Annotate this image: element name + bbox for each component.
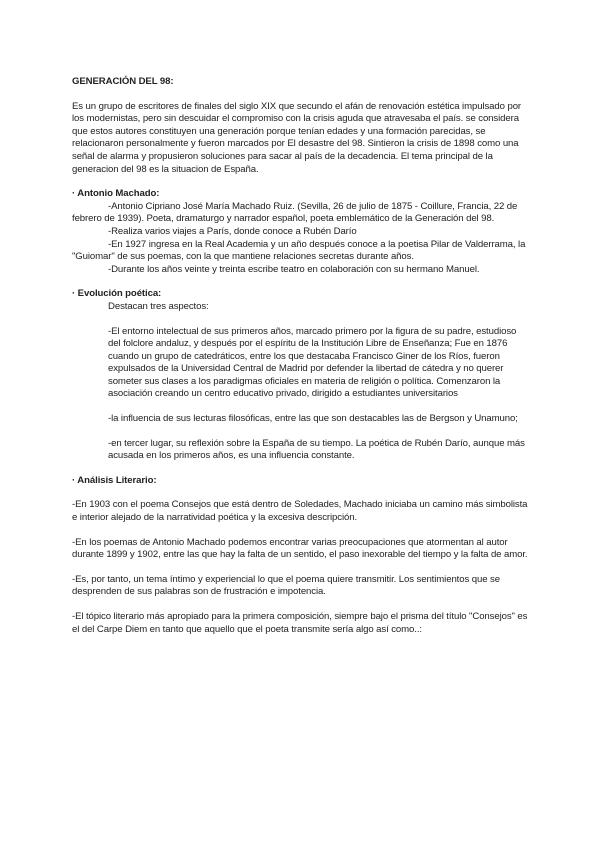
evolucion-lead: Destacan tres aspectos: bbox=[108, 300, 209, 312]
document-title: GENERACIÓN DEL 98: bbox=[72, 76, 174, 87]
evolucion-aspect-3: -en tercer lugar, su reflexión sobre la España de su tiempo. La poética de Rubén Darío, aunque más acusada en los primeros años, es una influencia constante. bbox=[108, 437, 525, 462]
evolucion-aspect-1: -El entorno intelectual de sus primeros años, marcado primero por la figura de su padre, estudioso del folclore andaluz, y después por el espíritu de la Institución Libre de Enseñanza; Fue en 1876 cuando un grupo de catedráticos, entre los que destacaba Francisco Giner de los Ríos, fueron expulsados de la Universidad Central de Madrid por defender la libertad de cátedra y no querer someter sus clases a los paradigmas oficiales en materia de religión o política. Comenzaron la asociación creando un centro educativo privado, dirigido a estudiantes universitarios bbox=[108, 325, 517, 400]
analisis-paragraph-4: -El tópico literario más apropiado para la primera composición, siempre bajo el prisma del título "Consejos" es el del Carpe Diem en tanto que aquello que el poeta transmite sería algo así como..: bbox=[72, 611, 528, 635]
analisis-paragraph-1: -En 1903 con el poema Consejos que está dentro de Soledades, Machado iniciaba un camino más simbolista e interior alejado de la narratividad poética y la excesiva descripción. bbox=[72, 499, 528, 524]
analisis-heading: · Análisis Literario: bbox=[72, 474, 157, 486]
machado-bio: -Antonio Cipriano José María Machado Ruiz. (Sevilla, 26 de julio de 1875 - Coillure, Francia, 22 de febrero de 1939). Poeta, dramaturgo y narrador español, poeta emblemático de la Generación del 98. bbox=[72, 200, 518, 225]
evolucion-aspect-2: -la influencia de sus lecturas filosóficas, entre las que son destacables las de Bergson y Unamuno; bbox=[108, 413, 518, 425]
machado-item-paris: -Realiza varios viajes a París, donde conoce a Rubén Darío bbox=[108, 225, 357, 237]
analisis-paragraph-2: -En los poemas de Antonio Machado podemos encontrar varias preocupaciones que atormentan al autor durante 1899 y 1902, entre las que hay la falta de un sentido, el paso inexorable del tiempo y la falta de amor. bbox=[72, 536, 528, 561]
machado-item-academia: -En 1927 ingresa en la Real Academia y un año después conoce a la poetisa Pilar de Valderrama, la "Guiomar" de sus poemas, con la que mantiene relaciones secretas durante años. bbox=[72, 238, 526, 263]
intro-paragraph: Es un grupo de escritores de finales del siglo XIX que secundo el afán de renovación estética impulsado por los modernistas, pero sin descuidar el compromiso con la crisis aguda que atravesaba el país. se considera que estos autores constituyen una generación porque tenían edades y una formación parecidas, se relacionaron personalmente y fueron marcados por El desastre del 98. Sintieron la crisis de 1898 como una señal de alarma y propusieron soluciones para sacar al país de la decadencia. El tema principal de la generacion del 98 es la situacion de España. bbox=[72, 100, 522, 175]
machado-item-teatro: -Durante los años veinte y treinta escribe teatro en colaboración con su hermano Manuel. bbox=[108, 263, 480, 275]
machado-heading: · Antonio Machado: bbox=[72, 188, 160, 200]
evolucion-heading: · Evolución poética: bbox=[72, 288, 162, 300]
analisis-paragraph-3: -Es, por tanto, un tema íntimo y experiencial lo que el poema quiere transmitir. Los sentimientos que se desprenden de sus palabras son de frustración e impotencia. bbox=[72, 573, 500, 598]
